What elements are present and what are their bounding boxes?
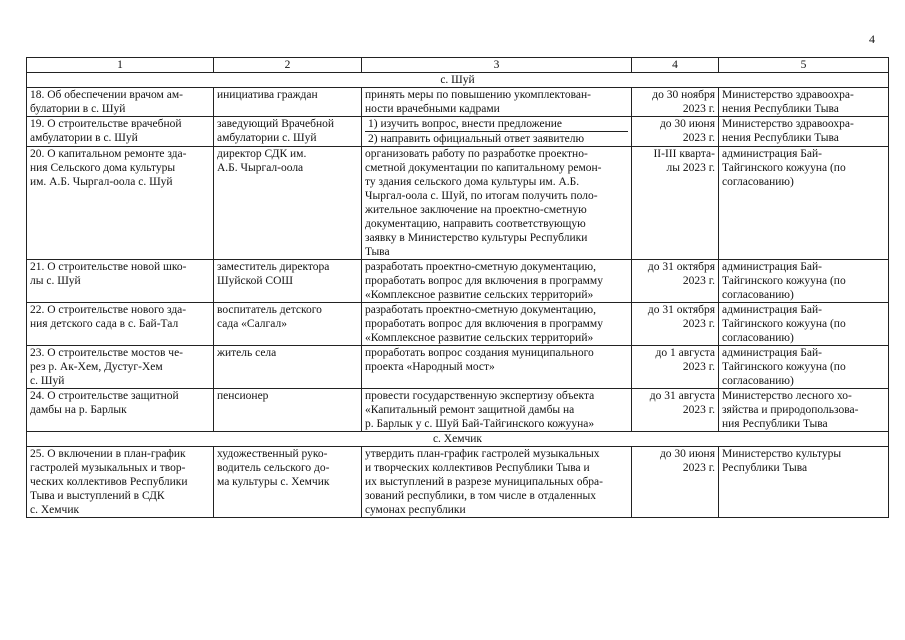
deadline-cell — [632, 346, 719, 389]
header-col-4: 4 — [632, 58, 719, 73]
responsible-cell — [719, 303, 889, 346]
measure-cell-line: «Капитальный ремонт защитной дамбы на — [365, 404, 575, 416]
issue-cell-line: рез р. Ак-Хем, Дустуг-Хем — [30, 361, 163, 373]
responsible-cell-line: зяйства и природопользова- — [722, 404, 859, 416]
table-row — [27, 447, 889, 518]
deadline-cell-line: 2023 г. — [682, 404, 715, 416]
measure-cell — [362, 447, 632, 518]
deadline-cell — [632, 147, 719, 260]
issue-cell-line: ния Сельского дома культуры — [30, 162, 176, 174]
initiator-cell-line: воспитатель детского — [217, 304, 322, 316]
table-row — [27, 346, 889, 389]
issue-cell-line: 18. Об обеспечении врачом ам- — [30, 89, 183, 101]
initiator-cell-line: ма культуры с. Хемчик — [217, 476, 330, 488]
deadline-cell — [632, 447, 719, 518]
responsible-cell — [719, 260, 889, 303]
measure-cell — [362, 147, 632, 260]
measure-cell-line: разработать проектно-сметную документацию, — [365, 304, 596, 316]
deadline-cell-line: до 31 августа — [649, 390, 715, 402]
deadline-cell-line: 2023 г. — [682, 103, 715, 115]
deadline-cell-line: 2023 г. — [682, 361, 715, 373]
responsible-cell — [719, 447, 889, 518]
measure-cell-line: зований республики, в том числе в отдаленных — [365, 490, 596, 502]
deadline-cell — [632, 117, 719, 147]
measure-cell-line: разработать проектно-сметную документацию, — [365, 261, 596, 273]
measure-step-1-line: 1) изучить вопрос, внести предложение — [368, 118, 562, 130]
issue-cell-line: им. А.Б. Чыргал-оола с. Шуй — [30, 176, 173, 188]
responsible-cell — [719, 117, 889, 147]
deadline-cell-line: до 31 октября — [647, 304, 715, 316]
issue-cell — [27, 389, 214, 432]
responsible-cell-line: нения Республики Тыва — [722, 103, 839, 115]
initiator-cell — [214, 303, 362, 346]
issue-cell-line: 22. О строительстве нового зда- — [30, 304, 187, 316]
measure-cell — [362, 303, 632, 346]
responsible-cell-line: Республики Тыва — [722, 462, 808, 474]
issue-cell-line: 24. О строительстве защитной — [30, 390, 179, 402]
responsible-cell-line: Министерство здравоохра- — [722, 118, 854, 130]
initiator-cell-line: директор СДК им. — [217, 148, 307, 160]
measure-step-2 — [365, 132, 628, 146]
responsible-cell-line: администрация Бай- — [722, 148, 822, 160]
measure-cell-line: документацию, направить соответствующую — [365, 218, 586, 230]
initiator-cell-line: художественный руко- — [217, 448, 328, 460]
issue-cell-line: Тыва и выступлений в СДК — [30, 490, 165, 502]
issue-cell-line: 20. О капитальном ремонте зда- — [30, 148, 187, 160]
measure-step-2-line: 2) направить официальный ответ заявителю — [368, 133, 585, 145]
initiator-cell-line: заведующий Врачебной — [217, 118, 335, 130]
header-row — [27, 58, 889, 73]
measure-cell — [362, 117, 632, 147]
measure-cell-line: жительное заключение на проектно-сметную — [365, 204, 587, 216]
measure-cell-line: «Комплексное развитие сельских территорий» — [365, 289, 594, 301]
issue-cell-line: 23. О строительстве мостов че- — [30, 347, 184, 359]
deadline-cell — [632, 260, 719, 303]
measure-cell-line: проработать вопрос создания муниципального — [365, 347, 594, 359]
issue-cell-line: с. Хемчик — [30, 504, 80, 516]
responsible-cell-line: нения Республики Тыва — [722, 132, 839, 144]
initiator-cell — [214, 88, 362, 117]
issue-cell-line: 25. О включении в план-график — [30, 448, 186, 460]
header-col-2: 2 — [214, 58, 362, 73]
issue-cell-line: амбулатории в с. Шуй — [30, 132, 138, 144]
table-row — [27, 147, 889, 260]
issue-cell — [27, 88, 214, 117]
measure-cell-line: организовать работу по разработке проектно- — [365, 148, 588, 160]
issue-cell-line: гастролей музыкальных и твор- — [30, 462, 186, 474]
issue-cell — [27, 117, 214, 147]
issue-cell-line: булатории в с. Шуй — [30, 103, 126, 115]
measure-cell-line: проработать вопрос для включения в программу — [365, 318, 603, 330]
measure-cell-line: сумонах республики — [365, 504, 466, 516]
measure-cell-line: заявку в Министерство культуры Республики — [365, 232, 588, 244]
measure-cell-line: проработать вопрос для включения в программу — [365, 275, 603, 287]
deadline-cell-line: до 30 ноября — [652, 89, 715, 101]
responsible-cell-line: согласованию) — [722, 332, 794, 344]
initiator-cell-line: А.Б. Чыргал-оола — [217, 162, 304, 174]
section-title: с. Хемчик — [27, 432, 889, 447]
measure-cell-line: принять меры по повышению укомплектован- — [365, 89, 591, 101]
responsible-cell-line: ния Республики Тыва — [722, 418, 828, 430]
initiator-cell-line: житель села — [217, 347, 277, 359]
responsible-cell-line: Тайгинского кожууна (по — [722, 361, 846, 373]
action-plan-table — [26, 57, 889, 518]
deadline-cell-line: 2023 г. — [682, 462, 715, 474]
responsible-cell-line: Тайгинского кожууна (по — [722, 318, 846, 330]
initiator-cell — [214, 117, 362, 147]
responsible-cell-line: согласованию) — [722, 176, 794, 188]
responsible-cell-line: Министерство лесного хо- — [722, 390, 852, 402]
measure-cell-line: проекта «Народный мост» — [365, 361, 495, 373]
measure-cell-line: Чыргал-оола с. Шуй, по итогам получить поло- — [365, 190, 598, 202]
page-number: 4 — [869, 32, 875, 46]
initiator-cell-line: Шуйской СОШ — [217, 275, 293, 287]
header-col-1: 1 — [27, 58, 214, 73]
measure-cell-line: и творческих коллективов Республики Тыва и — [365, 462, 590, 474]
deadline-cell-line: до 30 июня — [659, 118, 715, 130]
deadline-cell-line: до 31 октября — [647, 261, 715, 273]
initiator-cell — [214, 260, 362, 303]
measure-cell — [362, 260, 632, 303]
issue-cell — [27, 147, 214, 260]
issue-cell-line: 21. О строительстве новой шко- — [30, 261, 187, 273]
issue-cell-line: лы с. Шуй — [30, 275, 81, 287]
measure-cell-line: сметной документации по капитальному ремон- — [365, 162, 602, 174]
measure-cell-line: провести государственную экспертизу объекта — [365, 390, 595, 402]
measure-cell — [362, 346, 632, 389]
initiator-cell-line: водитель сельского до- — [217, 462, 330, 474]
issue-cell-line: ния детского сада в с. Бай-Тал — [30, 318, 179, 330]
deadline-cell — [632, 389, 719, 432]
issue-cell — [27, 447, 214, 518]
initiator-cell-line: пенсионер — [217, 390, 269, 402]
initiator-cell — [214, 389, 362, 432]
header-col-5: 5 — [719, 58, 889, 73]
issue-cell — [27, 346, 214, 389]
responsible-cell-line: Министерство культуры — [722, 448, 842, 460]
initiator-cell-line: амбулатории с. Шуй — [217, 132, 317, 144]
measure-cell-line: утвердить план-график гастролей музыкальных — [365, 448, 600, 460]
initiator-cell — [214, 447, 362, 518]
issue-cell-line: 19. О строительстве врачебной — [30, 118, 182, 130]
responsible-cell-line: администрация Бай- — [722, 304, 822, 316]
issue-cell — [27, 303, 214, 346]
responsible-cell-line: Тайгинского кожууна (по — [722, 162, 846, 174]
table-row — [27, 88, 889, 117]
responsible-cell — [719, 147, 889, 260]
responsible-cell-line: администрация Бай- — [722, 261, 822, 273]
measure-cell-line: Тыва — [365, 246, 390, 258]
deadline-cell-line: до 30 июня — [659, 448, 715, 460]
responsible-cell — [719, 389, 889, 432]
measure-cell-line: р. Барлык у с. Шуй Бай-Тайгинского кожууна» — [365, 418, 595, 430]
initiator-cell — [214, 346, 362, 389]
table-row — [27, 260, 889, 303]
initiator-cell-line: инициатива граждан — [217, 89, 318, 101]
section-title: с. Шуй — [27, 73, 889, 88]
responsible-cell-line: администрация Бай- — [722, 347, 822, 359]
issue-cell-line: с. Шуй — [30, 375, 65, 387]
measure-step-1 — [365, 117, 628, 132]
responsible-cell-line: согласованию) — [722, 375, 794, 387]
responsible-cell-line: Тайгинского кожууна (по — [722, 275, 846, 287]
deadline-cell-line: до 1 августа — [655, 347, 715, 359]
section-row — [27, 432, 889, 447]
deadline-cell-line: 2023 г. — [682, 132, 715, 144]
initiator-cell-line: сада «Салгал» — [217, 318, 287, 330]
deadline-cell-line: II-III кварта- — [653, 148, 715, 160]
issue-cell-line: ческих коллективов Республики — [30, 476, 188, 488]
measure-cell — [362, 88, 632, 117]
responsible-cell — [719, 346, 889, 389]
measure-cell — [362, 389, 632, 432]
deadline-cell-line: 2023 г. — [682, 275, 715, 287]
responsible-cell — [719, 88, 889, 117]
deadline-cell — [632, 88, 719, 117]
table-row — [27, 117, 889, 147]
issue-cell — [27, 260, 214, 303]
initiator-cell-line: заместитель директора — [217, 261, 330, 273]
section-row — [27, 73, 889, 88]
measure-cell-line: их выступлений в разрезе муниципальных обра- — [365, 476, 603, 488]
responsible-cell-line: согласованию) — [722, 289, 794, 301]
responsible-cell-line: Министерство здравоохра- — [722, 89, 854, 101]
deadline-cell — [632, 303, 719, 346]
table-row — [27, 303, 889, 346]
measure-cell-line: ту здания сельского дома культуры им. А.Б. — [365, 176, 580, 188]
initiator-cell — [214, 147, 362, 260]
header-col-3: 3 — [362, 58, 632, 73]
deadline-cell-line: лы 2023 г. — [666, 162, 715, 174]
table-body — [27, 58, 889, 518]
measure-cell-line: «Комплексное развитие сельских территорий» — [365, 332, 594, 344]
table-row — [27, 389, 889, 432]
issue-cell-line: дамбы на р. Барлык — [30, 404, 127, 416]
deadline-cell-line: 2023 г. — [682, 318, 715, 330]
measure-cell-line: ности врачебными кадрами — [365, 103, 500, 115]
